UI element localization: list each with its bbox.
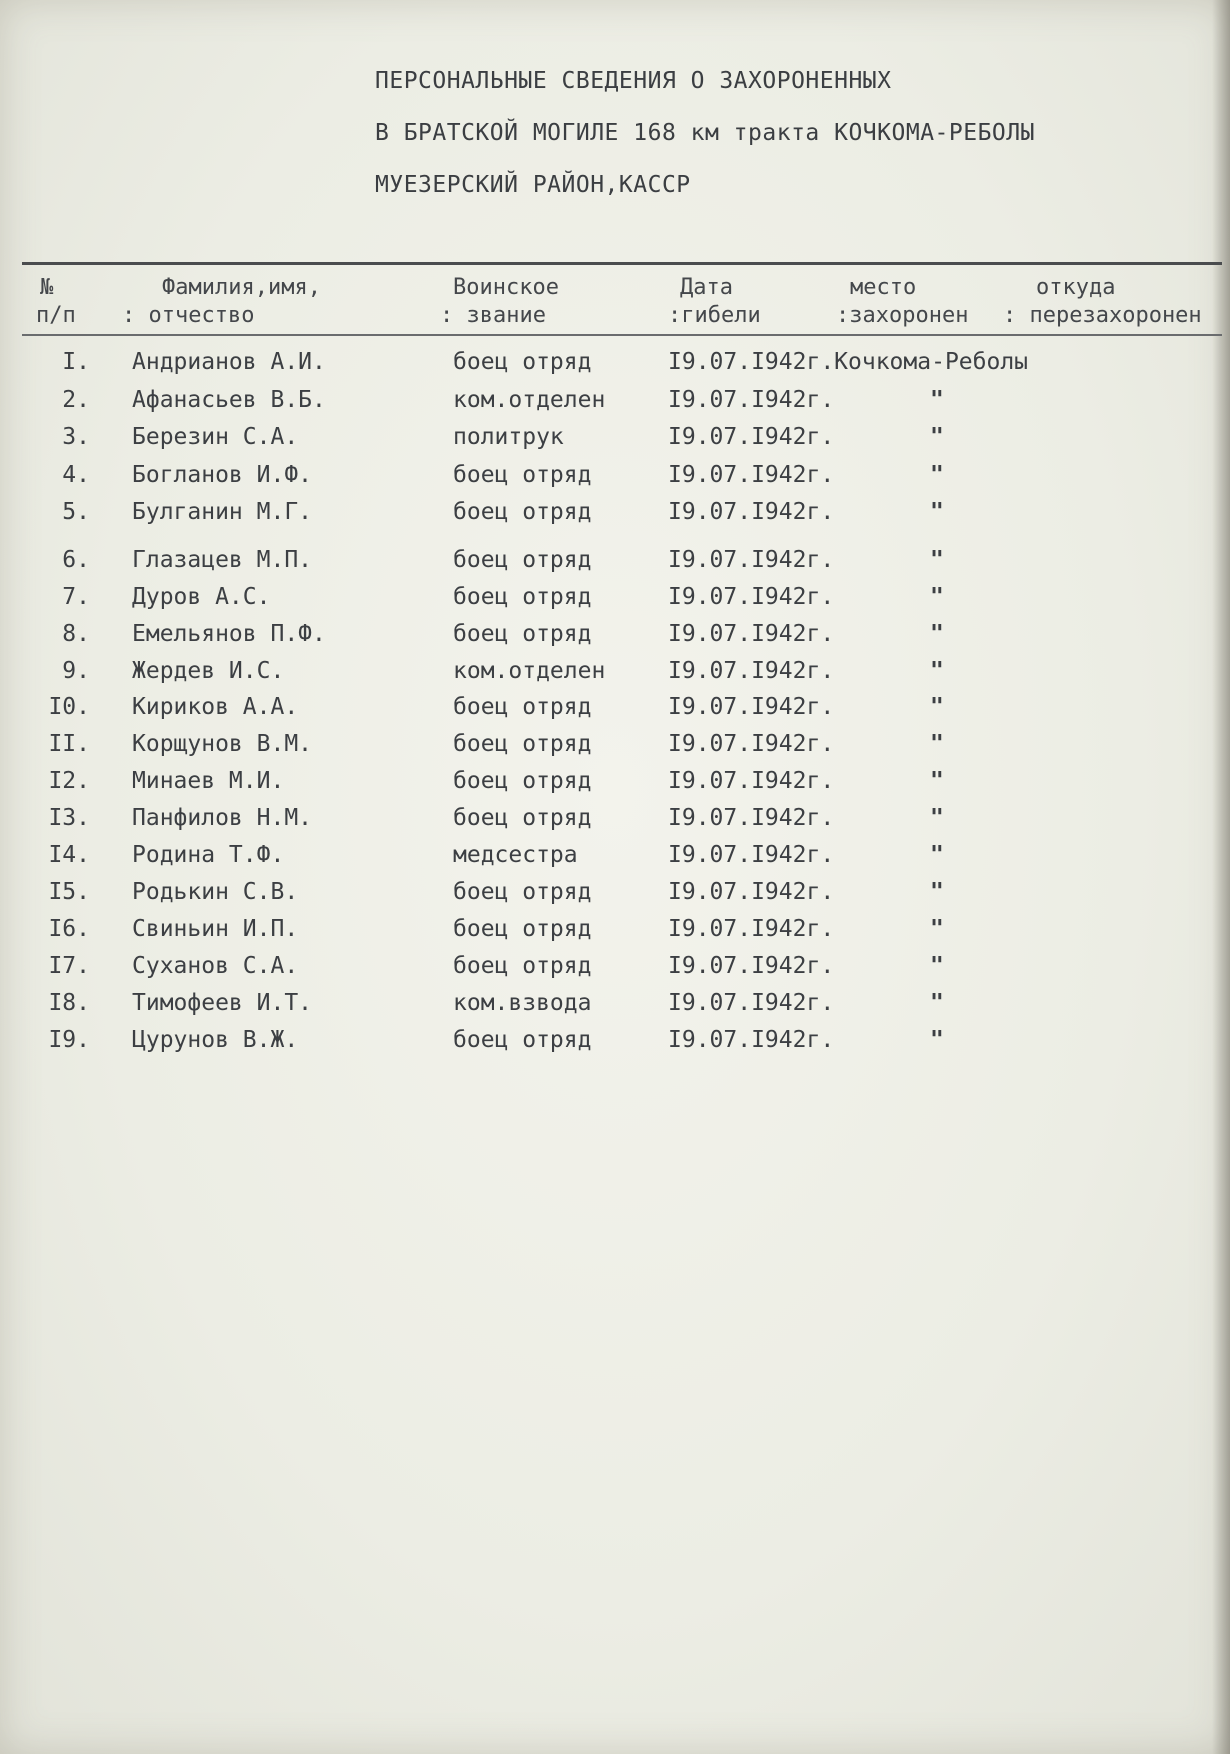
- row-date: I9.07.I942г.: [668, 879, 835, 905]
- header-num-2: п/п: [36, 303, 76, 328]
- row-name: Андрианов А.И.: [132, 349, 326, 375]
- row-date: I9.07.I942г.: [668, 658, 835, 684]
- row-date: I9.07.I942г.: [668, 916, 835, 942]
- row-place: ": [930, 621, 944, 647]
- row-rank: боец отряд: [453, 1027, 592, 1053]
- row-rank: медсестра: [453, 842, 578, 868]
- row-number: 8.: [62, 621, 90, 647]
- row-place: ": [930, 990, 944, 1016]
- header-bottom-rule: [22, 334, 1222, 336]
- row-rank: боец отряд: [453, 349, 592, 375]
- row-name: Тимофеев И.Т.: [132, 990, 313, 1016]
- row-rank: боец отряд: [453, 731, 592, 757]
- row-date: I9.07.I942г.: [668, 805, 835, 831]
- row-date: I9.07.I942г.: [668, 990, 835, 1016]
- header-place-2: :захоронен: [836, 303, 969, 328]
- row-number: 9.: [62, 658, 90, 684]
- row-rank: боец отряд: [453, 584, 592, 610]
- row-date: I9.07.I942г.: [668, 499, 835, 525]
- row-date: I9.07.I942г.: [668, 462, 835, 488]
- row-number: 7.: [62, 584, 90, 610]
- row-name: Корщунов В.М.: [132, 731, 313, 757]
- row-rank: боец отряд: [453, 768, 592, 794]
- row-place: ": [930, 424, 944, 450]
- table-row: [0, 349, 1230, 383]
- row-place: ": [930, 953, 944, 979]
- row-place: ": [930, 499, 944, 525]
- table-row: [0, 621, 1230, 655]
- row-number: I7.: [48, 953, 90, 979]
- row-name: Свиньин И.П.: [132, 916, 299, 942]
- row-date: I9.07.I942г.: [668, 953, 835, 979]
- row-number: II.: [48, 731, 90, 757]
- table-row: [0, 842, 1230, 876]
- row-place: ": [930, 387, 944, 413]
- table-row: [0, 1027, 1230, 1061]
- row-name: Родина Т.Ф.: [132, 842, 285, 868]
- row-date: I9.07.I942г.: [668, 1027, 835, 1053]
- header-from-2: : перезахоронен: [1003, 303, 1202, 328]
- row-place: ": [930, 694, 944, 720]
- table-row: [0, 387, 1230, 421]
- row-date: I9.07.I942г.: [668, 842, 835, 868]
- table-row: [0, 805, 1230, 839]
- row-name: Дуров А.С.: [132, 584, 271, 610]
- title-line-2: В БРАТСКОЙ МОГИЛЕ 168 км тракта КОЧКОМА-РЕБОЛЫ: [375, 120, 1035, 146]
- row-date: I9.07.I942г.: [668, 424, 835, 450]
- row-name: Минаев М.И.: [132, 768, 285, 794]
- title-line-3: МУЕЗЕРСКИЙ РАЙОН,КАССР: [375, 172, 691, 198]
- table-row: [0, 768, 1230, 802]
- row-rank: боец отряд: [453, 499, 592, 525]
- row-name: Жердев И.С.: [132, 658, 285, 684]
- table-row: [0, 462, 1230, 496]
- table-row: [0, 424, 1230, 458]
- row-date: I9.07.I942г.: [668, 694, 835, 720]
- header-num-1: №: [40, 275, 54, 300]
- row-number: 3.: [62, 424, 90, 450]
- row-name: Родькин С.В.: [132, 879, 299, 905]
- row-place: ": [930, 805, 944, 831]
- table-row: [0, 499, 1230, 533]
- row-number: I9.: [48, 1027, 90, 1053]
- row-rank: политрук: [453, 424, 564, 450]
- row-rank: ком.взвода: [453, 990, 592, 1016]
- row-number: I8.: [48, 990, 90, 1016]
- row-place: ": [930, 658, 944, 684]
- row-rank: боец отряд: [453, 879, 592, 905]
- table-row: [0, 694, 1230, 728]
- header-name-1: Фамилия,имя,: [162, 275, 321, 300]
- table-row: [0, 658, 1230, 692]
- row-place: ": [930, 768, 944, 794]
- row-date: I9.07.I942г.: [668, 547, 835, 573]
- row-name: Богланов И.Ф.: [132, 462, 313, 488]
- header-top-rule: [22, 262, 1222, 265]
- row-number: I4.: [48, 842, 90, 868]
- table-row: [0, 916, 1230, 950]
- row-number: 5.: [62, 499, 90, 525]
- row-place: ": [930, 547, 944, 573]
- header-date-2: :гибели: [668, 303, 761, 328]
- header-from-1: откуда: [1036, 275, 1116, 300]
- row-date: I9.07.I942г.: [668, 584, 835, 610]
- table-row: [0, 990, 1230, 1024]
- row-name: Емельянов П.Ф.: [132, 621, 326, 647]
- row-name: Березин С.А.: [132, 424, 299, 450]
- row-number: I6.: [48, 916, 90, 942]
- header-date-1: Дата: [680, 275, 733, 300]
- row-name: Суханов С.А.: [132, 953, 299, 979]
- title-line-1: ПЕРСОНАЛЬНЫЕ СВЕДЕНИЯ О ЗАХОРОНЕННЫХ: [375, 68, 892, 94]
- table-row: [0, 584, 1230, 618]
- row-date: I9.07.I942г.: [668, 387, 835, 413]
- row-number: 4.: [62, 462, 90, 488]
- row-number: 6.: [62, 547, 90, 573]
- row-rank: боец отряд: [453, 805, 592, 831]
- row-number: I5.: [48, 879, 90, 905]
- header-place-1: место: [850, 275, 917, 300]
- row-place: ": [930, 584, 944, 610]
- row-number: 2.: [62, 387, 90, 413]
- table-row: [0, 547, 1230, 581]
- row-rank: ком.отделен: [453, 658, 606, 684]
- row-date: I9.07.I942г.: [668, 621, 835, 647]
- row-rank: боец отряд: [453, 462, 592, 488]
- row-rank: боец отряд: [453, 547, 592, 573]
- row-number: I2.: [48, 768, 90, 794]
- header-rank-1: Воинское: [453, 275, 559, 300]
- row-number: I0.: [48, 694, 90, 720]
- row-number: I.: [62, 349, 90, 375]
- row-name: Афанасьев В.Б.: [132, 387, 326, 413]
- table-row: [0, 953, 1230, 987]
- row-date: I9.07.I942г.: [668, 768, 835, 794]
- table-row: [0, 879, 1230, 913]
- row-place: ": [930, 916, 944, 942]
- row-date: I9.07.I942г.Кочкома-Реболы: [668, 349, 1029, 375]
- row-place: ": [930, 1027, 944, 1053]
- row-place: ": [930, 731, 944, 757]
- row-rank: боец отряд: [453, 694, 592, 720]
- row-rank: ком.отделен: [453, 387, 606, 413]
- row-place: ": [930, 842, 944, 868]
- row-name: Кириков А.А.: [132, 694, 299, 720]
- header-rank-2: : звание: [440, 303, 546, 328]
- row-name: Панфилов Н.М.: [132, 805, 313, 831]
- row-date: I9.07.I942г.: [668, 731, 835, 757]
- table-row: [0, 731, 1230, 765]
- row-number: I3.: [48, 805, 90, 831]
- row-name: Глазацев М.П.: [132, 547, 313, 573]
- row-rank: боец отряд: [453, 953, 592, 979]
- row-rank: боец отряд: [453, 916, 592, 942]
- header-name-2: : отчество: [122, 303, 255, 328]
- row-place: ": [930, 462, 944, 488]
- row-name: Цурунов В.Ж.: [132, 1027, 299, 1053]
- row-name: Булганин М.Г.: [132, 499, 313, 525]
- row-rank: боец отряд: [453, 621, 592, 647]
- row-place: ": [930, 879, 944, 905]
